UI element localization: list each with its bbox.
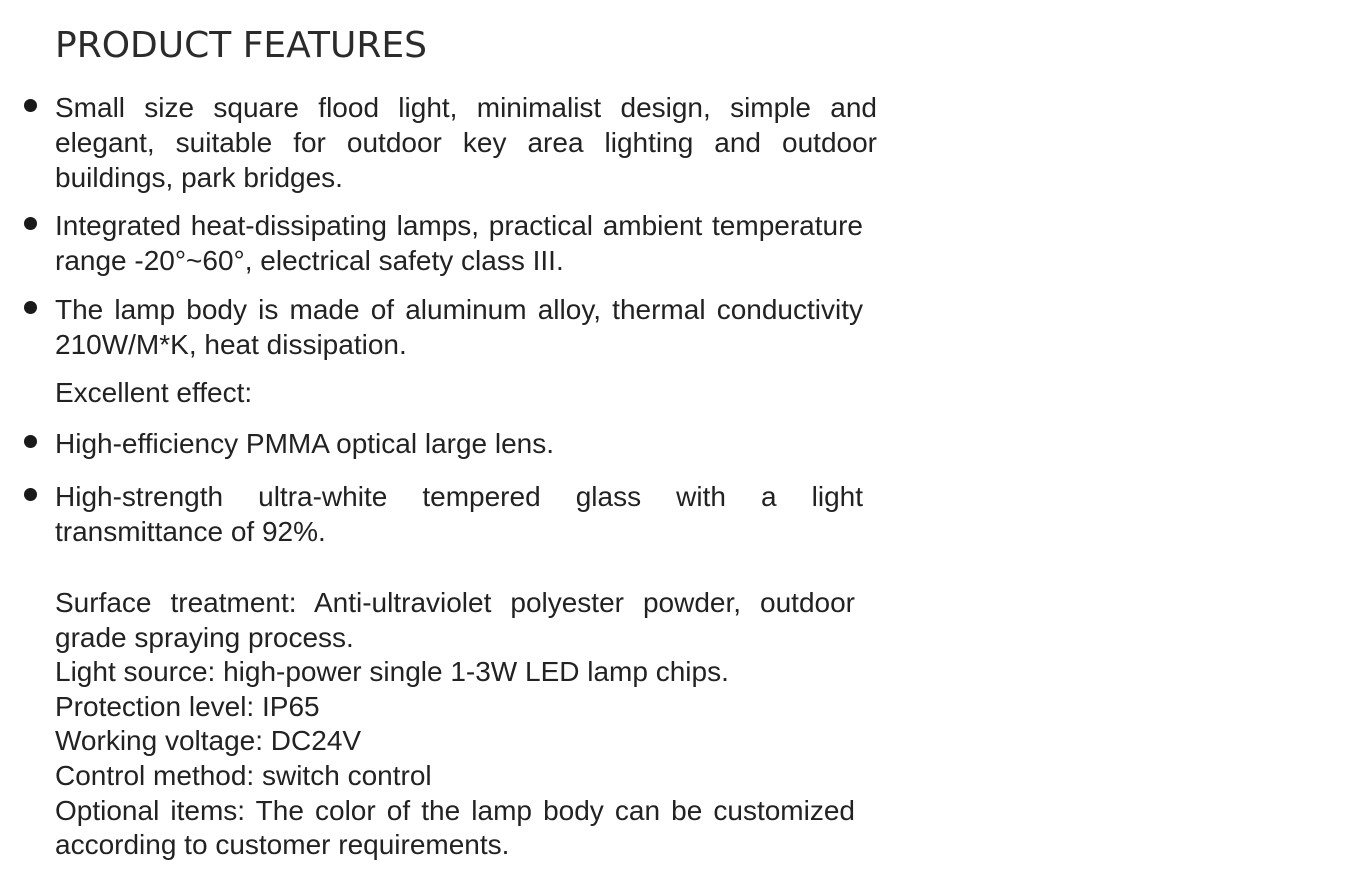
page-title: PRODUCT FEATURES [55,25,427,66]
bullet-icon [24,99,37,112]
feature-item-2 [55,208,863,278]
effect-heading: Excellent effect: [55,377,253,408]
spec-protection-level: Protection level: IP65 [55,690,320,722]
effect-text: High-efficiency PMMA optical large lens. [55,428,555,459]
feature-text: The lamp body is made of aluminum alloy, thermal conductivity 210W/M*K, heat dissipation. [55,294,863,360]
feature-text: Small size square flood light, minimalist design, simple and elegant, suitable for outdoor key area lighting and outdoor buildings, park bridges. [55,92,877,193]
bullet-icon [24,301,37,314]
spec-surface-treatment: Surface treatment: Anti-ultraviolet polyester powder, outdoor grade spraying process. [55,587,855,653]
feature-item-3 [55,292,863,362]
spec-optional-items: Optional items: The color of the lamp body can be customized according to customer requirements. [55,794,855,861]
bullet-icon [24,488,37,501]
spec-working-voltage: Working voltage: DC24V [55,725,362,757]
effect-item-2 [55,479,863,549]
feature-item-1 [55,90,877,195]
bullet-icon [24,217,37,230]
bullet-icon [24,435,37,448]
feature-text: Integrated heat-dissipating lamps, practical ambient temperature range -20°~60°, electrical safety class III. [55,210,863,276]
effect-item-1 [55,426,863,461]
effect-text: High-strength ultra-white tempered glass with a light transmittance of 92%. [55,481,863,547]
spec-light-source: Light source: high-power single 1-3W LED lamp chips. [55,656,729,688]
spec-list [55,586,855,863]
spec-control-method: Control method: switch control [55,759,432,791]
